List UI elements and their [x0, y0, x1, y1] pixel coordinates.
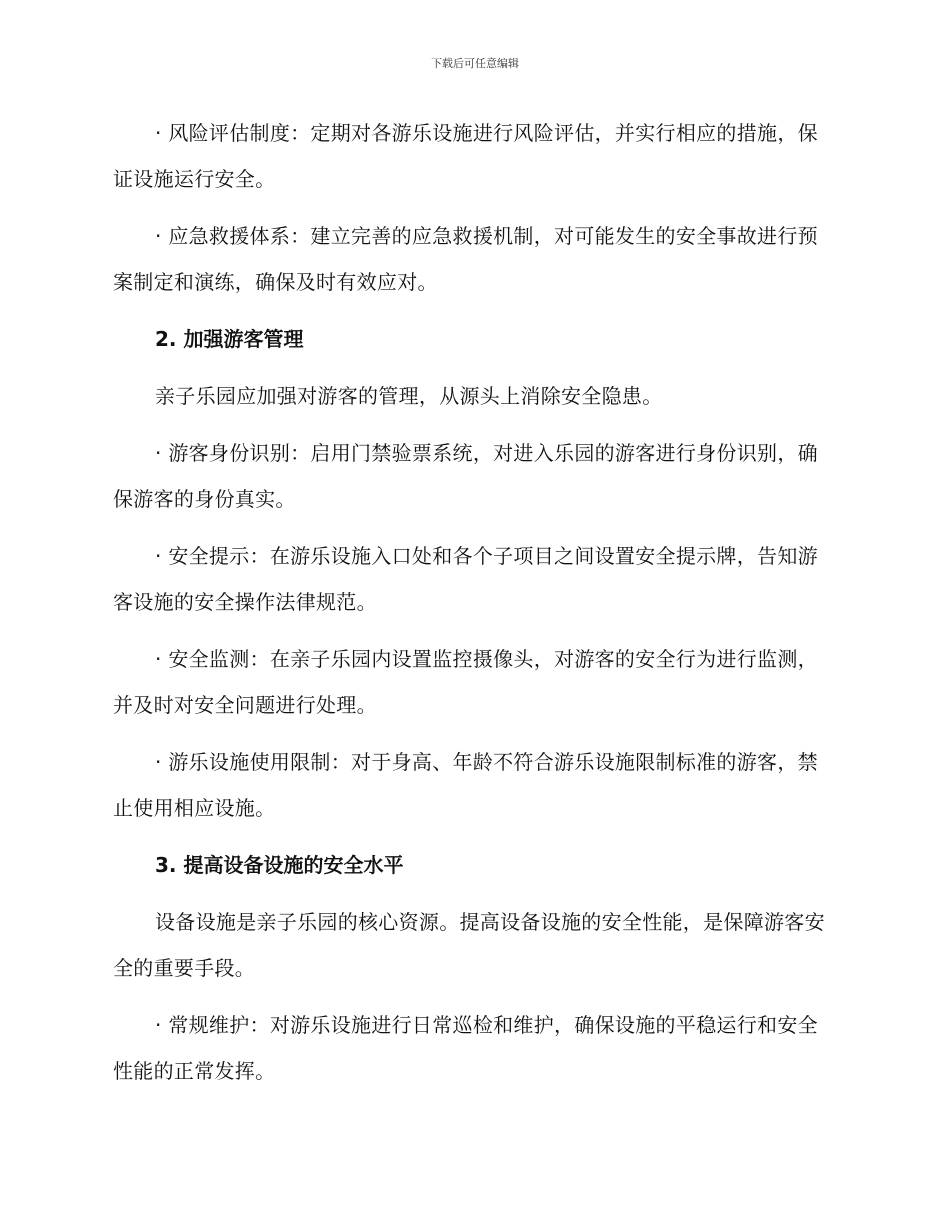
paragraph-equipment-intro: 设备设施是亲子乐园的核心资源。提高设备设施的安全性能，是保障游客安全的重要手段。 — [113, 910, 825, 980]
document-body — [113, 110, 833, 1105]
paragraph-usage-restriction: · 游乐设施使用限制：对于身高、年龄不符合游乐设施限制标准的游客，禁止使用相应设施。 — [113, 750, 818, 820]
section-heading-visitor-management: 2. 加强游客管理 — [155, 327, 304, 351]
section-heading-equipment-safety: 3. 提高设备设施的安全水平 — [155, 853, 404, 877]
header-note: 下载后可任意编辑 — [431, 57, 519, 70]
paragraph-safety-monitoring: · 安全监测：在亲子乐园内设置监控摄像头，对游客的安全行为进行监测，并及时对安全问题进行处理。 — [113, 647, 818, 717]
paragraph-visitor-identification: · 游客身份识别：启用门禁验票系统，对进入乐园的游客进行身份识别，确保游客的身份真实。 — [113, 441, 818, 511]
paragraph-risk-assessment: · 风险评估制度：定期对各游乐设施进行风险评估，并实行相应的措施，保证设施运行安全。 — [113, 121, 818, 191]
paragraph-emergency-rescue: · 应急救援体系：建立完善的应急救援机制，对可能发生的安全事故进行预案制定和演练，确保及时有效应对。 — [113, 224, 818, 294]
paragraph-safety-notice: · 安全提示：在游乐设施入口处和各个子项目之间设置安全提示牌，告知游客设施的安全操作法律规范。 — [113, 544, 818, 614]
paragraph-visitor-management-intro: 亲子乐园应加强对游客的管理，从源头上消除安全隐患。 — [155, 384, 663, 408]
paragraph-routine-maintenance: · 常规维护：对游乐设施进行日常巡检和维护，确保设施的平稳运行和安全性能的正常发挥。 — [113, 1013, 818, 1083]
